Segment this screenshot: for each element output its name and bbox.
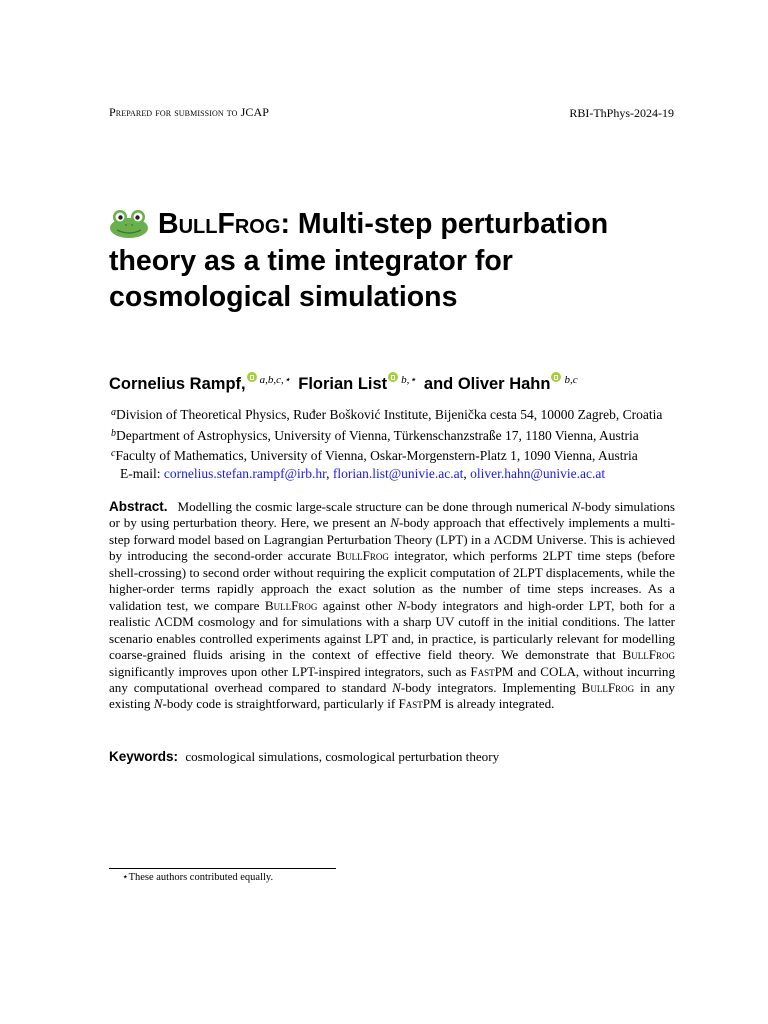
abstract-text: Modelling the cosmic large-scale structure can be done through numerical <box>177 499 572 514</box>
abstract-text: -body approach that effectively implements a multi-step forward model based on Lagrangian Perturbation Theory (LPT) in a ΛCDM Universe. This is achieved by introducing the second-order accurate <box>109 515 675 564</box>
affiliation-item <box>111 425 711 446</box>
abstract-text: -body integrators. Implementing <box>400 679 582 695</box>
author-name: Oliver Hahn <box>457 375 551 393</box>
affiliation-list <box>111 404 711 466</box>
paper-title <box>109 206 689 316</box>
title-line-2: theory as a time integrator for <box>109 244 513 277</box>
affiliation-text: Division of Theoretical Physics, Ruđer Bošković Institute, Bijenička cesta 54, 10000 Zagreb, Croatia <box>116 407 663 422</box>
title-line-1: : Multi-step perturbation <box>280 208 609 240</box>
author-list <box>109 372 709 394</box>
email-line: E-mail: cornelius.stefan.rampf@irb.hr, florian.list@univie.ac.at, oliver.hahn@univie.ac.at <box>120 466 606 481</box>
title-line-3: cosmological simulations <box>109 281 458 313</box>
math-n: N <box>390 515 399 531</box>
abstract-text: against other <box>317 597 398 613</box>
affiliation-label: a <box>111 407 116 418</box>
method-name: FastPM <box>398 696 442 712</box>
math-n: N <box>392 679 401 695</box>
footnote-mark: ⋆ <box>122 872 129 883</box>
author-affiliation-marks: b,c <box>564 374 578 386</box>
author-affiliation-marks: a,b,c,⋆ <box>259 374 291 386</box>
affiliation-text: Faculty of Mathematics, University of Vienna, Oskar-Morgenstern-Platz 1, 1090 Vienna, Austria <box>115 448 638 463</box>
affiliation-label: b <box>111 427 116 439</box>
math-n: N <box>153 696 163 712</box>
method-name: BullFrog <box>336 548 389 564</box>
email-link[interactable]: cornelius.stefan.rampf@irb.hr <box>163 466 327 481</box>
keywords-text: cosmological simulations, cosmological perturbation theory <box>185 749 500 764</box>
method-name: BullFrog <box>581 679 635 695</box>
orcid-icon[interactable] <box>388 372 398 382</box>
method-name: BullFrog <box>264 597 318 613</box>
math-n: N <box>571 499 581 514</box>
abstract-text: -body code is straightforward, particularly if <box>162 696 399 712</box>
abstract-label: Abstract. <box>109 499 168 514</box>
abstract-text: -body integrators and high-order LPT, both for a realistic ΛCDM cosmology and for simulations with a sharp UV cutoff in the initial conditions. The latter scenario enables controlled experiments against LPT and, in practice, is particularly relevant for modelling coarse-grained fluids arising in the context of effective field theory. We demonstrate that <box>109 597 675 663</box>
author-name: Cornelius Rampf, <box>109 375 246 393</box>
email-link[interactable]: oliver.hahn@univie.ac.at <box>470 466 606 481</box>
footnote-divider <box>109 868 336 869</box>
abstract-text: integrator, which performs 2LPT time steps (before shell-crossing) to second order without requiring the explicit computation of 2LPT displacements, while the higher-order terms rapidly approach the exact solution as the number of time steps increases. As a validation test, we compare <box>109 548 675 613</box>
affiliation-label: c <box>111 448 116 459</box>
author-name: Florian List <box>298 375 388 393</box>
orcid-icon[interactable] <box>247 372 257 382</box>
journal-note <box>109 105 269 120</box>
title-name: BullFrog <box>158 208 281 240</box>
keywords <box>109 749 499 765</box>
method-name: FastPM <box>470 663 514 679</box>
abstract-text: -body simulations or by using perturbation theory. Here, we present an <box>109 499 675 531</box>
method-name: BullFrog <box>622 647 675 663</box>
abstract-text: in any existing <box>109 679 675 712</box>
email-link[interactable]: florian.list@univie.ac.at <box>332 466 464 481</box>
affiliation-text: Department of Astrophysics, University of Vienna, Türkenschanzstraße 17, 1180 Vienna, Austria <box>116 427 639 443</box>
footnote-text: These authors contributed equally. <box>128 872 274 883</box>
email-label: E-mail: <box>120 466 161 481</box>
keywords-label: Keywords: <box>109 749 179 764</box>
affiliation-item <box>111 404 711 425</box>
orcid-icon[interactable] <box>551 372 561 382</box>
frog-face-icon <box>109 208 149 238</box>
abstract-text: significantly improves upon other LPT-inspired integrators, such as <box>109 663 471 679</box>
abstract <box>109 499 675 713</box>
report-number: RBI-ThPhys-2024-19 <box>569 106 674 120</box>
abstract-text: and COLA, without incurring any computational overhead compared to standard <box>109 663 675 695</box>
footnote <box>122 871 273 883</box>
math-n: N <box>397 597 407 613</box>
author-affiliation-marks: b,⋆ <box>401 374 417 386</box>
abstract-text: is already integrated. <box>441 696 555 712</box>
journal-note-text: Prepared for submission to JCAP <box>109 105 270 119</box>
affiliation-item <box>111 445 711 466</box>
author-conjunction: and <box>423 375 454 393</box>
